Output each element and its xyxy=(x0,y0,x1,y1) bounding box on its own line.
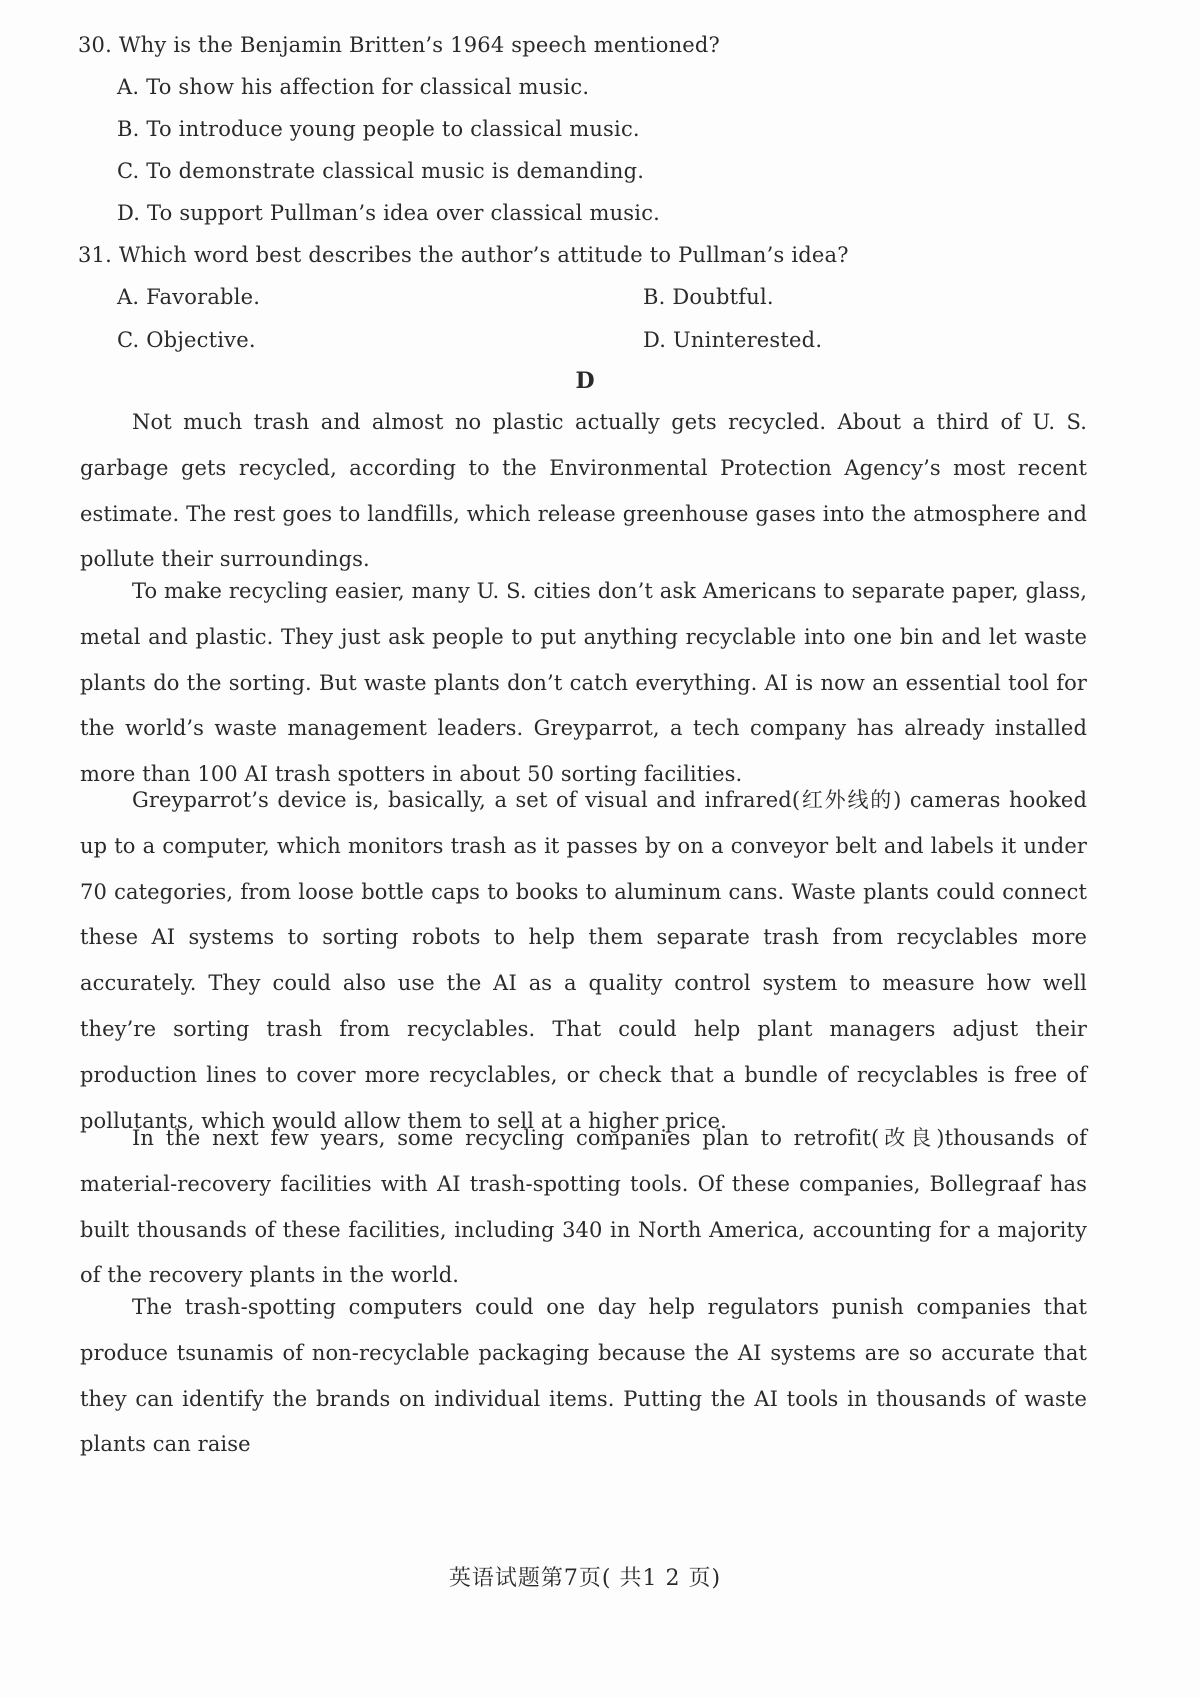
question-31-option-a: A. Favorable. xyxy=(117,285,261,309)
question-31-stem: 31. Which word best describes the author’s attitude to Pullman’s idea? xyxy=(78,243,849,267)
passage-paragraph-5: The trash-spotting computers could one day help regulators punish companies that produce tsunamis of non-recyclable packaging because the AI systems are so accurate that they can identify the brands on individual items. Putting the AI tools in thousands of waste plants can raise xyxy=(80,1295,1087,1457)
passage-paragraph-2: To make recycling easier, many U. S. cities don’t ask Americans to separate paper, glass, metal and plastic. They just ask people to put anything recyclable into one bin and let waste plants do the sorting. But waste plants don’t catch everything. AI is now an essential tool for the world’s waste management leaders. Greyparrot, a tech company has already installed more than 100 AI trash spotters in about 50 sorting facilities. xyxy=(80,579,1087,787)
question-30-option-b: B. To introduce young people to classical music. xyxy=(117,117,640,141)
passage-paragraph-4: In the next few years, some recycling companies plan to retrofit(改良)thousands of material-recovery facilities with AI trash-spotting tools. Of these companies, Bollegraaf has built thousands of these facilities, including 340 in North America, accounting for a majority of the recovery plants in the world. xyxy=(80,1126,1087,1288)
question-31-option-b: B. Doubtful. xyxy=(643,285,774,309)
passage-paragraph-3: Greyparrot’s device is, basically, a set of visual and infrared(红外线的) cameras hooked up to a computer, which monitors trash as it passes by on a conveyor belt and labels it under 70 categories, from loose bottle caps to books to aluminum cans. Waste plants could connect these AI systems to sorting robots to help them separate trash from recyclables more accurately. They could also use the AI as a quality control system to measure how well they’re sorting trash from recyclables. That could help plant managers adjust their production lines to cover more recyclables, or check that a bundle of recyclables is free of pollutants, which would allow them to sell at a higher price. xyxy=(80,788,1087,1133)
question-30-option-a: A. To show his affection for classical music. xyxy=(117,75,590,99)
question-30-option-c: C. To demonstrate classical music is demanding. xyxy=(117,159,645,183)
section-letter: D xyxy=(575,368,595,394)
question-31-option-c: C. Objective. xyxy=(117,328,256,352)
question-30-stem: 30. Why is the Benjamin Britten’s 1964 speech mentioned? xyxy=(78,33,721,57)
question-31-option-d: D. Uninterested. xyxy=(643,328,823,352)
question-30-option-d: D. To support Pullman’s idea over classical music. xyxy=(117,201,661,225)
page-footer: 英语试题第7页( 共1 2 页) xyxy=(448,1566,722,1591)
passage-paragraph-1: Not much trash and almost no plastic actually gets recycled. About a third of U. S. garbage gets recycled, according to the Environmental Protection Agency’s most recent estimate. The rest goes to landfills, which release greenhouse gases into the atmosphere and pollute their surroundings. xyxy=(80,410,1087,572)
